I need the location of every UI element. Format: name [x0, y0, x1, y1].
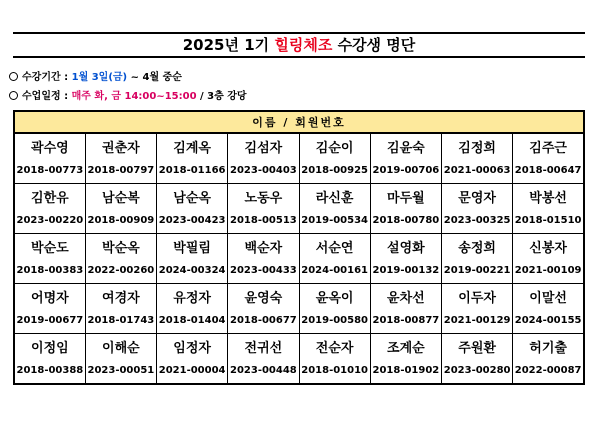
member-id: 2024-00161 [301, 264, 369, 276]
member-id: 2021-00063 [443, 164, 511, 176]
member-name: 조계순 [387, 340, 425, 356]
member-id: 2018-01166 [158, 164, 226, 176]
member-cell [228, 133, 299, 184]
member-name: 허기출 [529, 340, 567, 356]
table-row [14, 334, 584, 385]
member-id: 2023-00423 [158, 214, 226, 226]
member-name: 김한유 [31, 190, 69, 206]
member-cell [157, 284, 228, 334]
member-id: 2018-00909 [87, 214, 155, 226]
member-id: 2018-00513 [229, 214, 297, 226]
member-cell [442, 184, 513, 234]
member-name: 어명자 [31, 290, 69, 306]
member-cell [299, 334, 370, 385]
member-cell [442, 234, 513, 284]
member-id: 2021-00109 [514, 264, 582, 276]
member-id: 2023-00403 [229, 164, 297, 176]
member-name: 전귀선 [244, 340, 283, 356]
table-row [14, 133, 584, 184]
member-name: 김계옥 [173, 140, 211, 156]
member-cell [85, 184, 156, 234]
member-name: 윤옥이 [315, 290, 354, 306]
member-name: 주원환 [458, 340, 496, 356]
member-cell [442, 133, 513, 184]
member-name: 서순연 [315, 240, 354, 256]
member-cell [157, 133, 228, 184]
member-cell [513, 133, 584, 184]
table-header: 이름 / 회원번호 [14, 111, 584, 133]
member-id: 2018-01404 [158, 314, 226, 326]
class-schedule [9, 91, 247, 103]
member-name: 신봉자 [529, 240, 567, 256]
member-name: 박필림 [173, 240, 211, 256]
member-id: 2019-00677 [16, 314, 84, 326]
member-name: 문영자 [458, 190, 496, 206]
member-cell [85, 133, 156, 184]
member-cell [157, 234, 228, 284]
table-row [14, 234, 584, 284]
member-id: 2023-00220 [16, 214, 84, 226]
member-cell [513, 234, 584, 284]
member-name: 임정자 [173, 340, 211, 356]
member-cell [85, 234, 156, 284]
title-highlight: 힐링체조 [274, 36, 333, 54]
member-name: 박봉선 [529, 190, 567, 206]
member-cell [513, 284, 584, 334]
member-id: 2018-00677 [229, 314, 297, 326]
title-suffix: 수강생 명단 [332, 36, 416, 54]
member-cell [513, 334, 584, 385]
member-cell [370, 184, 441, 234]
member-name: 박순도 [31, 240, 69, 256]
circle-bullet-icon [9, 72, 18, 81]
member-name: 윤영숙 [244, 290, 283, 306]
member-name: 백순자 [244, 240, 283, 256]
member-id: 2018-01010 [301, 364, 369, 376]
title-prefix: 2025년 1기 [182, 36, 275, 54]
member-name: 권춘자 [102, 140, 140, 156]
member-cell [299, 184, 370, 234]
member-id: 2018-00388 [16, 364, 84, 376]
member-name: 김순이 [315, 140, 354, 156]
member-cell [85, 284, 156, 334]
member-name: 송정희 [458, 240, 496, 256]
member-name: 라신훈 [315, 190, 354, 206]
member-cell [228, 284, 299, 334]
member-name: 남순복 [102, 190, 140, 206]
member-id: 2019-00132 [372, 264, 440, 276]
member-name: 전순자 [315, 340, 354, 356]
member-cell [442, 334, 513, 385]
member-name: 여경자 [102, 290, 140, 306]
member-id: 2023-00325 [443, 214, 511, 226]
member-name: 이말선 [529, 290, 567, 306]
member-id: 2018-00773 [16, 164, 84, 176]
period-value: 1월 3일(금) [71, 72, 128, 83]
member-cell [370, 284, 441, 334]
member-name: 노동우 [244, 190, 283, 206]
member-id: 2018-00925 [301, 164, 369, 176]
member-cell [513, 184, 584, 234]
member-name: 유정자 [173, 290, 211, 306]
schedule-label: 수업일정 : [22, 91, 72, 102]
member-id: 2022-00260 [87, 264, 155, 276]
member-cell [157, 184, 228, 234]
member-id: 2018-00780 [372, 214, 440, 226]
member-name: 이정임 [31, 340, 69, 356]
member-cell [14, 334, 85, 385]
roster-table [13, 110, 585, 385]
member-cell [228, 234, 299, 284]
member-name: 마두월 [387, 190, 425, 206]
member-id: 2018-00877 [372, 314, 440, 326]
member-cell [157, 334, 228, 385]
member-name: 김정희 [458, 140, 496, 156]
member-cell [14, 133, 85, 184]
member-id: 2024-00155 [514, 314, 582, 326]
member-name: 이두자 [458, 290, 496, 306]
member-name: 남순옥 [173, 190, 211, 206]
member-id: 2023-00433 [229, 264, 297, 276]
member-id: 2023-00051 [87, 364, 155, 376]
member-id: 2018-01743 [87, 314, 155, 326]
member-name: 김주근 [529, 140, 567, 156]
member-cell [299, 133, 370, 184]
member-name: 설영화 [387, 240, 425, 256]
member-cell [299, 284, 370, 334]
member-name: 박순옥 [102, 240, 140, 256]
table-row [14, 284, 584, 334]
circle-bullet-icon [9, 91, 18, 100]
member-id: 2023-00280 [443, 364, 511, 376]
member-cell [370, 133, 441, 184]
member-name: 윤차선 [387, 290, 425, 306]
member-cell [442, 284, 513, 334]
member-cell [370, 334, 441, 385]
member-cell [85, 334, 156, 385]
period-rest: ~ 4월 중순 [127, 72, 182, 83]
member-id: 2019-00534 [301, 214, 369, 226]
member-cell [299, 234, 370, 284]
period-label: 수강기간 : [22, 72, 72, 83]
member-cell [370, 234, 441, 284]
member-name: 이해순 [102, 340, 140, 356]
member-id: 2018-01902 [372, 364, 440, 376]
member-id: 2018-01510 [514, 214, 582, 226]
member-id: 2024-00324 [158, 264, 226, 276]
member-name: 김섬자 [244, 140, 283, 156]
member-id: 2021-00004 [158, 364, 226, 376]
member-id: 2018-00797 [87, 164, 155, 176]
member-name: 곽수영 [31, 140, 69, 156]
table-row [14, 184, 584, 234]
member-cell [228, 184, 299, 234]
member-id: 2022-00087 [514, 364, 582, 376]
member-cell [228, 334, 299, 385]
member-cell [14, 184, 85, 234]
member-cell [14, 284, 85, 334]
page-title [13, 32, 585, 58]
member-id: 2019-00706 [372, 164, 440, 176]
member-cell [14, 234, 85, 284]
member-id: 2018-00383 [16, 264, 84, 276]
member-id: 2021-00129 [443, 314, 511, 326]
member-name: 김윤숙 [387, 140, 425, 156]
course-period [9, 72, 182, 84]
schedule-value: 매주 화, 금 14:00~15:00 [71, 91, 197, 102]
schedule-rest: / 3층 강당 [196, 91, 247, 102]
member-id: 2023-00448 [229, 364, 297, 376]
member-id: 2019-00221 [443, 264, 511, 276]
member-id: 2018-00647 [514, 164, 582, 176]
member-id: 2019-00580 [301, 314, 369, 326]
